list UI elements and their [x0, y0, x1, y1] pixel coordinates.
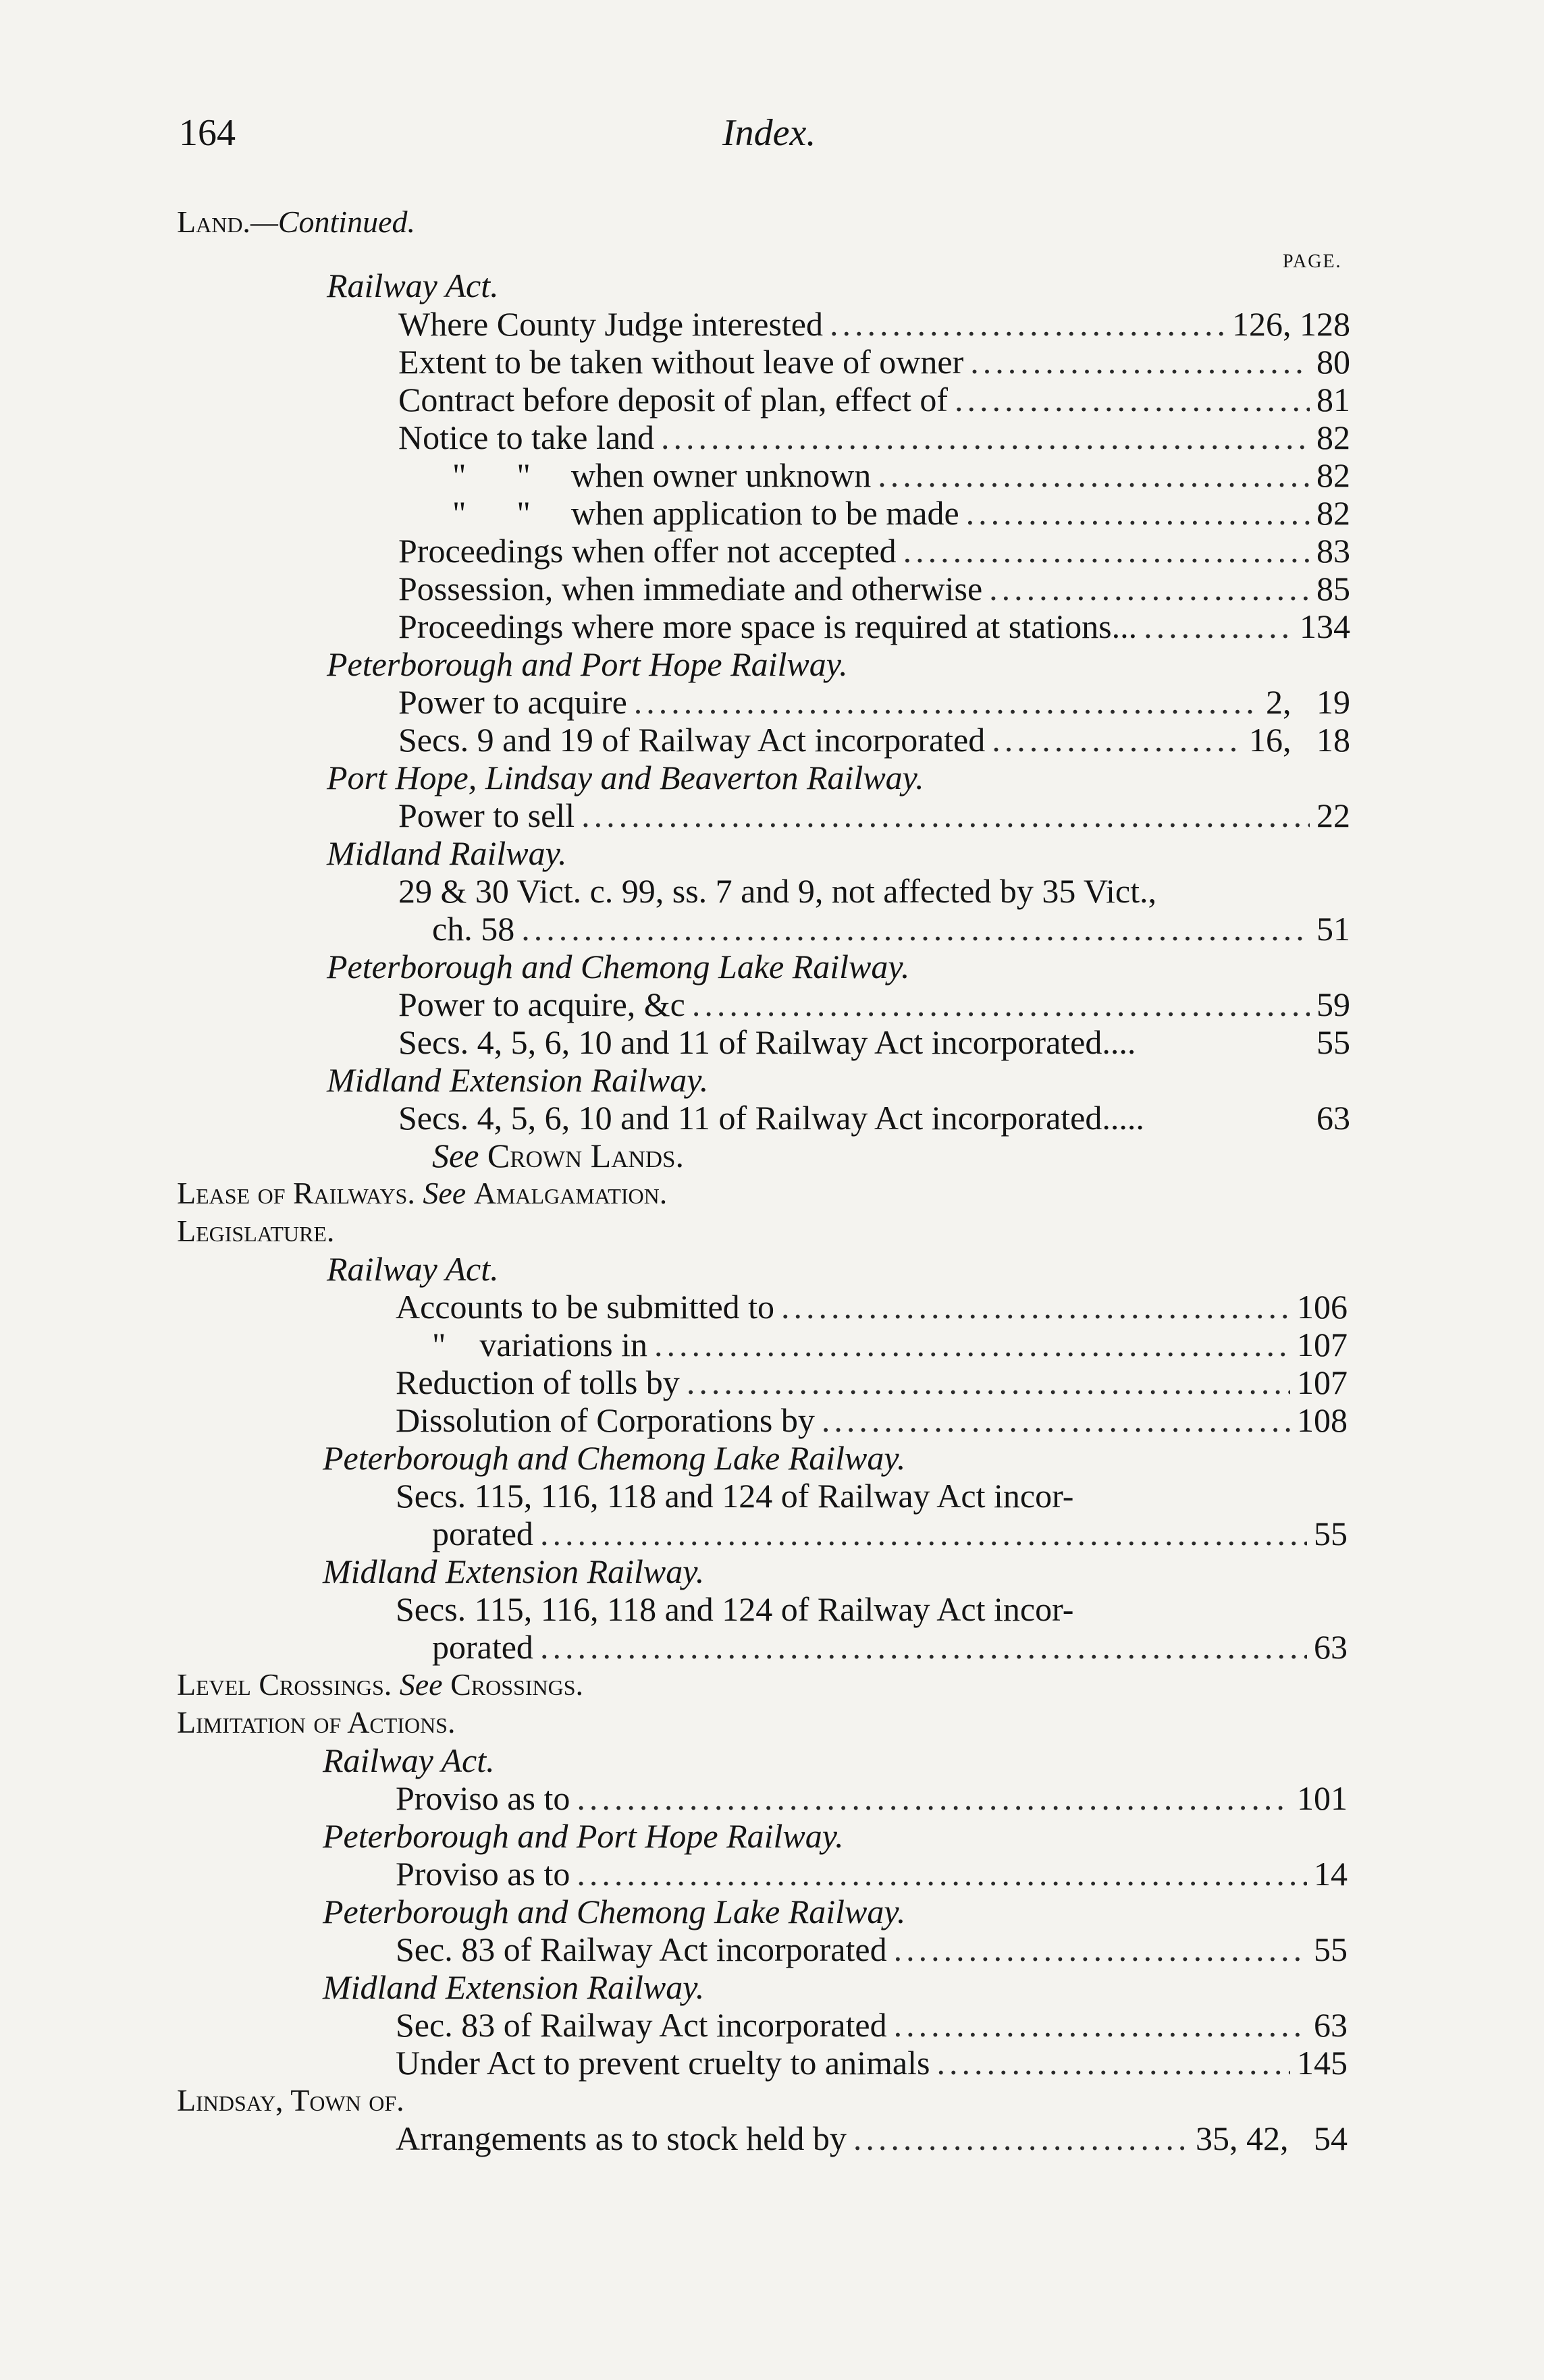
index-entry	[452, 456, 1350, 494]
page-column-label: PAGE.	[1283, 251, 1342, 272]
entry-text: when owner unknown	[570, 456, 872, 494]
subheading-railway-act: Railway Act.	[327, 267, 499, 304]
leader-dots	[634, 683, 1259, 721]
subheading-railway: Peterborough and Chemong Lake Railway.	[323, 1439, 906, 1477]
index-entry	[396, 1401, 1348, 1439]
cross-reference	[432, 1137, 684, 1174]
subheading-railway-act: Railway Act.	[327, 1250, 499, 1288]
entry-text: Possession, when immediate and otherwise	[398, 570, 983, 607]
index-entry	[396, 2044, 1348, 2082]
entry-text: Secs. 4, 5, 6, 10 and 11 of Railway Act incorporated....	[398, 1023, 1136, 1061]
heading-text: Lease of Railways.	[177, 1176, 415, 1210]
leader-dots	[894, 1930, 1307, 1968]
entry-text: Power to acquire	[398, 683, 627, 721]
index-entry	[432, 1628, 1348, 1666]
leader-dots	[781, 1288, 1290, 1326]
subheading-railway: Midland Extension Railway.	[327, 1061, 709, 1099]
leader-dots	[970, 343, 1310, 381]
index-entry	[432, 1515, 1348, 1552]
entry-page: 63	[1314, 2006, 1348, 2044]
entry-text: Reduction of tolls by	[396, 1363, 680, 1401]
index-entry	[396, 1363, 1348, 1401]
subheading-railway: Midland Railway.	[327, 834, 567, 872]
entry-text: Under Act to prevent cruelty to animals	[396, 2044, 930, 2082]
index-entry	[398, 1099, 1350, 1137]
index-entry	[396, 1779, 1348, 1817]
entry-text: Contract before deposit of plan, effect of	[398, 381, 949, 418]
leader-dots	[577, 1779, 1290, 1817]
heading-text: Level Crossings.	[177, 1667, 392, 1702]
leader-dots	[878, 456, 1310, 494]
entry-page: 59	[1316, 985, 1350, 1023]
entry-page: 82	[1316, 418, 1350, 456]
entry-heading-lindsay: Lindsay, Town of.	[177, 2083, 404, 2117]
leader-dots	[540, 1515, 1307, 1552]
leader-dots	[581, 796, 1310, 834]
see-label: See	[423, 1176, 467, 1210]
entry-page: 107	[1297, 1363, 1348, 1401]
cross-reference-target: Amalgamation.	[473, 1176, 668, 1210]
subheading-railway: Peterborough and Port Hope Railway.	[327, 645, 848, 683]
leader-dots	[894, 2006, 1307, 2044]
index-entry	[432, 1326, 1348, 1363]
subheading-railway: Port Hope, Lindsay and Beaverton Railway.	[327, 759, 924, 796]
index-entry	[396, 1855, 1348, 1893]
entry-page: 55	[1314, 1930, 1348, 1968]
ditto-marks: "	[432, 1326, 446, 1363]
index-entry	[396, 2119, 1348, 2157]
entry-heading-limitation: Limitation of Actions.	[177, 1705, 456, 1739]
subheading-railway: Peterborough and Port Hope Railway.	[323, 1817, 844, 1855]
entry-text: Sec. 83 of Railway Act incorporated	[396, 1930, 887, 1968]
index-entry	[432, 910, 1350, 948]
leader-dots	[936, 2044, 1290, 2082]
subheading-railway: Midland Extension Railway.	[323, 1552, 705, 1590]
entry-page: 82	[1316, 456, 1350, 494]
leader-dots	[540, 1628, 1307, 1666]
entry-text-first-line: Secs. 115, 116, 118 and 124 of Railway Act incor-	[396, 1477, 1074, 1515]
entry-page: 35, 42, 54	[1196, 2119, 1348, 2157]
index-entry	[398, 683, 1350, 721]
entry-text: Proceedings where more space is required at stations...	[398, 607, 1138, 645]
leader-dots	[955, 381, 1310, 418]
entry-text: Power to sell	[398, 796, 575, 834]
index-entry	[398, 721, 1350, 759]
entry-page: 63	[1316, 1099, 1350, 1137]
see-label: See	[432, 1137, 479, 1174]
entry-text: Extent to be taken without leave of owner	[398, 343, 964, 381]
entry-text: Proviso as to	[396, 1779, 570, 1817]
leader-dots	[661, 418, 1310, 456]
ditto-marks: " "	[452, 456, 531, 494]
entry-text: Proviso as to	[396, 1855, 570, 1893]
entry-text: Secs. 4, 5, 6, 10 and 11 of Railway Act incorporated.....	[398, 1099, 1144, 1137]
cross-reference-target: Crown Lands.	[487, 1137, 685, 1174]
entry-page: 101	[1297, 1779, 1348, 1817]
entry-heading-legislature: Legislature.	[177, 1214, 335, 1248]
entry-text: Accounts to be submitted to	[396, 1288, 775, 1326]
entry-page: 55	[1316, 1023, 1350, 1061]
entry-page: 16, 18	[1249, 721, 1350, 759]
entry-text: Notice to take land	[398, 418, 655, 456]
index-entry	[398, 532, 1350, 570]
leader-dots	[654, 1326, 1290, 1363]
page-number: 164	[179, 112, 236, 154]
entry-page: 81	[1316, 381, 1350, 418]
entry-page: 14	[1314, 1855, 1348, 1893]
running-title: Index.	[722, 112, 816, 154]
index-entry	[398, 343, 1350, 381]
entry-page: 83	[1316, 532, 1350, 570]
entry-page: 107	[1297, 1326, 1348, 1363]
entry-page: 82	[1316, 494, 1350, 532]
entry-text: porated	[432, 1628, 533, 1666]
leader-dots	[692, 985, 1310, 1023]
entry-text-first-line: 29 & 30 Vict. c. 99, ss. 7 and 9, not affected by 35 Vict.,	[398, 872, 1156, 910]
leader-dots	[989, 570, 1310, 607]
leader-dots	[822, 1401, 1290, 1439]
index-entry	[398, 305, 1350, 343]
see-label: See	[399, 1667, 443, 1702]
leader-dots	[687, 1363, 1290, 1401]
index-entry	[452, 494, 1350, 532]
entry-page: 134	[1300, 607, 1350, 645]
entry-page: 63	[1314, 1628, 1348, 1666]
entry-text: Power to acquire, &c	[398, 985, 685, 1023]
entry-text: Proceedings when offer not accepted	[398, 532, 897, 570]
leader-dots	[1144, 607, 1293, 645]
entry-page: 106	[1297, 1288, 1348, 1326]
entry-text: Arrangements as to stock held by	[396, 2119, 847, 2157]
subheading-railway: Peterborough and Chemong Lake Railway.	[327, 948, 910, 985]
entry-page: 22	[1316, 796, 1350, 834]
entry-page: 2, 19	[1266, 683, 1350, 721]
subheading-railway-act: Railway Act.	[323, 1741, 495, 1779]
index-entry	[398, 381, 1350, 418]
index-entry	[398, 418, 1350, 456]
leader-dots	[992, 721, 1242, 759]
leader-dots	[903, 532, 1310, 570]
entry-text: when application to be made	[570, 494, 959, 532]
index-entry	[396, 1930, 1348, 1968]
entry-heading-level-crossings	[177, 1666, 583, 1704]
leader-dots	[853, 2119, 1189, 2157]
entry-heading-land	[177, 204, 415, 240]
entry-page: 80	[1316, 343, 1350, 381]
leader-dots	[966, 494, 1310, 532]
entry-page: 85	[1316, 570, 1350, 607]
index-entry	[396, 2006, 1348, 2044]
entry-heading-lease	[177, 1174, 667, 1212]
subheading-railway: Peterborough and Chemong Lake Railway.	[323, 1893, 906, 1930]
land-heading: Land.	[177, 205, 250, 239]
leader-dots	[577, 1855, 1307, 1893]
index-entry	[398, 796, 1350, 834]
entry-text: Dissolution of Corporations by	[396, 1401, 815, 1439]
entry-page: 145	[1297, 2044, 1348, 2082]
entry-page: 126, 128	[1232, 305, 1350, 343]
entry-page: 108	[1297, 1401, 1348, 1439]
leader-dots	[521, 910, 1310, 948]
index-entry	[398, 985, 1350, 1023]
entry-text-first-line: Secs. 115, 116, 118 and 124 of Railway Act incor-	[396, 1590, 1074, 1628]
index-entry	[398, 607, 1350, 645]
entry-text: Secs. 9 and 19 of Railway Act incorporated	[398, 721, 986, 759]
index-entry	[398, 570, 1350, 607]
index-entry	[398, 1023, 1350, 1061]
entry-text: ch. 58	[432, 910, 515, 948]
ditto-marks: " "	[452, 494, 531, 532]
subheading-railway: Midland Extension Railway.	[323, 1968, 705, 2006]
entry-text: Sec. 83 of Railway Act incorporated	[396, 2006, 887, 2044]
entry-text: variations in	[479, 1326, 647, 1363]
cross-reference-target: Crossings.	[450, 1667, 583, 1702]
entry-text: porated	[432, 1515, 533, 1552]
entry-page: 51	[1316, 910, 1350, 948]
entry-page: 55	[1314, 1515, 1348, 1552]
index-entry	[396, 1288, 1348, 1326]
entry-text: Where County Judge interested	[398, 305, 823, 343]
leader-dots	[830, 305, 1225, 343]
continued-label: —Continued.	[250, 205, 415, 239]
